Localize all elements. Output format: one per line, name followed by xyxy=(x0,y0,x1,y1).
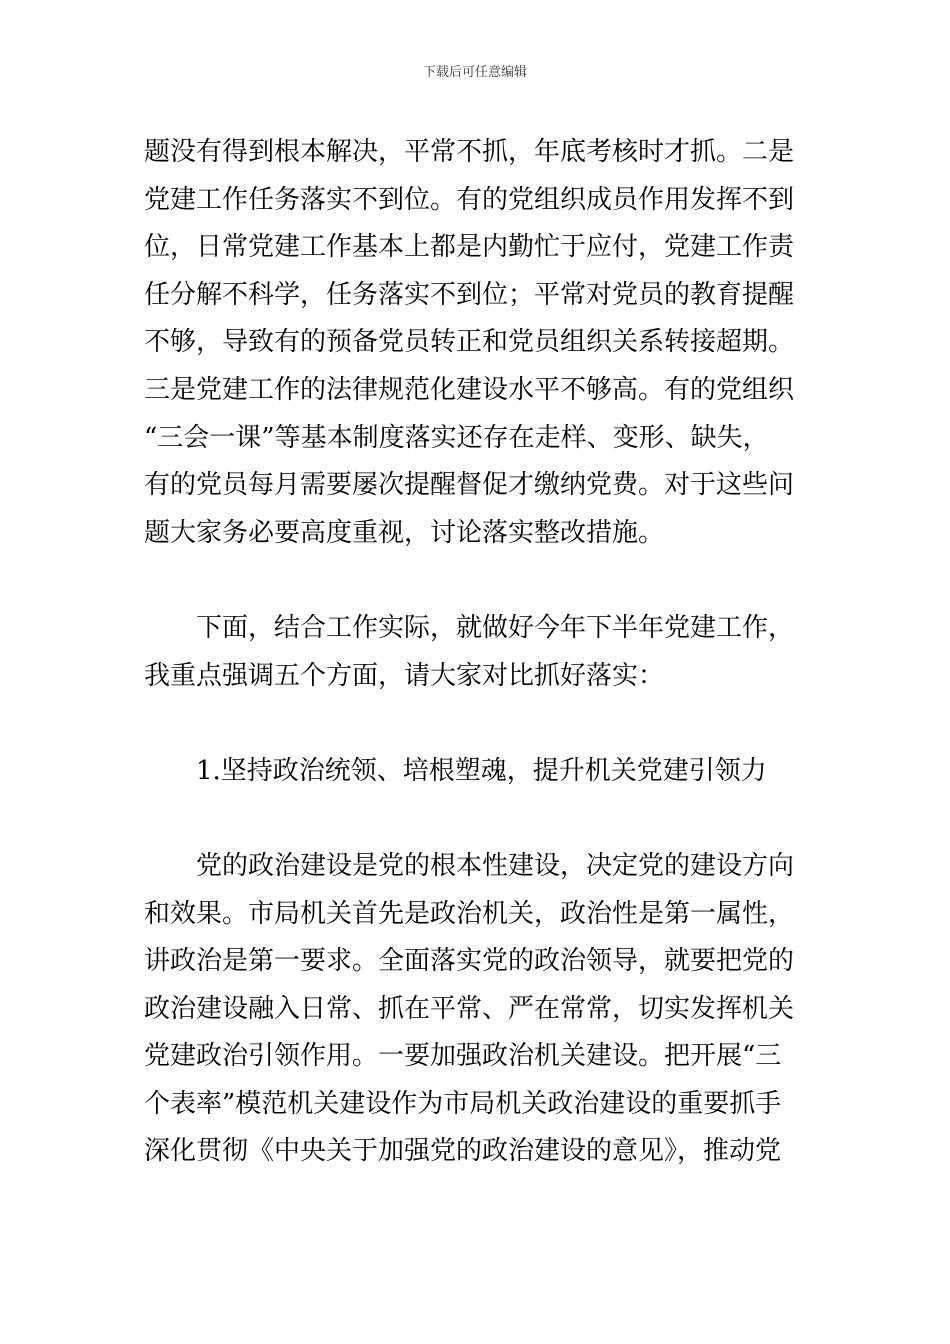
text-line: 党建工作任务落实不到位。有的党组织成员作用发挥不到 xyxy=(144,184,795,215)
text-line: 深化贯彻《中央关于加强党的政治建设的意见》，推动党 xyxy=(144,1136,782,1167)
paragraph-1 xyxy=(144,129,806,557)
document-body xyxy=(144,129,806,1176)
text-line: 党建政治引领作用。一要加强政治机关建设。把开展“三 xyxy=(144,1041,782,1072)
text-line: 讲政治是第一要求。全面落实党的政治领导，就要把党的 xyxy=(144,946,795,977)
text-line: 不够，导致有的预备党员转正和党员组织关系转接超期。 xyxy=(144,327,795,358)
text-line: 任分解不科学，任务落实不到位；平常对党员的教育提醒 xyxy=(144,279,795,310)
text-line: 三是党建工作的法律规范化建设水平不够高。有的党组织 xyxy=(144,374,795,405)
text-line: 我重点强调五个方面，请大家对比抓好落实： xyxy=(144,660,665,691)
paragraph-3 xyxy=(144,843,806,1176)
text-line: 和效果。市局机关首先是政治机关，政治性是第一属性， xyxy=(144,898,795,929)
text-line: 题大家务必要高度重视，讨论落实整改措施。 xyxy=(144,517,665,548)
text-line: 题没有得到根本解决，平常不抓，年底考核时才抓。二是 xyxy=(144,137,795,167)
paragraph-2 xyxy=(144,605,806,700)
text-line: 个表率”模范机关建设作为市局机关政治建设的重要抓手 xyxy=(144,1088,782,1119)
paragraph-spacer xyxy=(144,557,806,605)
text-line: “三会一课”等基本制度落实还存在走样、变形、缺失， xyxy=(144,422,769,453)
text-line: 有的党员每月需要屡次提醒督促才缴纳党费。对于这些问 xyxy=(144,470,795,501)
paragraph-spacer xyxy=(144,700,806,748)
text-line: 党的政治建设是党的根本性建设，决定党的建设方向 xyxy=(144,850,795,881)
section-heading: 1.坚持政治统领、培根塑魂，提升机关党建引领力 xyxy=(144,755,767,786)
text-line: 位，日常党建工作基本上都是内勤忙于应付，党建工作责 xyxy=(144,232,795,263)
paragraph-spacer xyxy=(144,795,806,843)
text-line: 下面，结合工作实际，就做好今年下半年党建工作， xyxy=(144,612,795,643)
page-header-note: 下载后可任意编辑 xyxy=(422,65,527,80)
text-line: 政治建设融入日常、抓在平常、严在常常，切实发挥机关 xyxy=(144,993,795,1024)
